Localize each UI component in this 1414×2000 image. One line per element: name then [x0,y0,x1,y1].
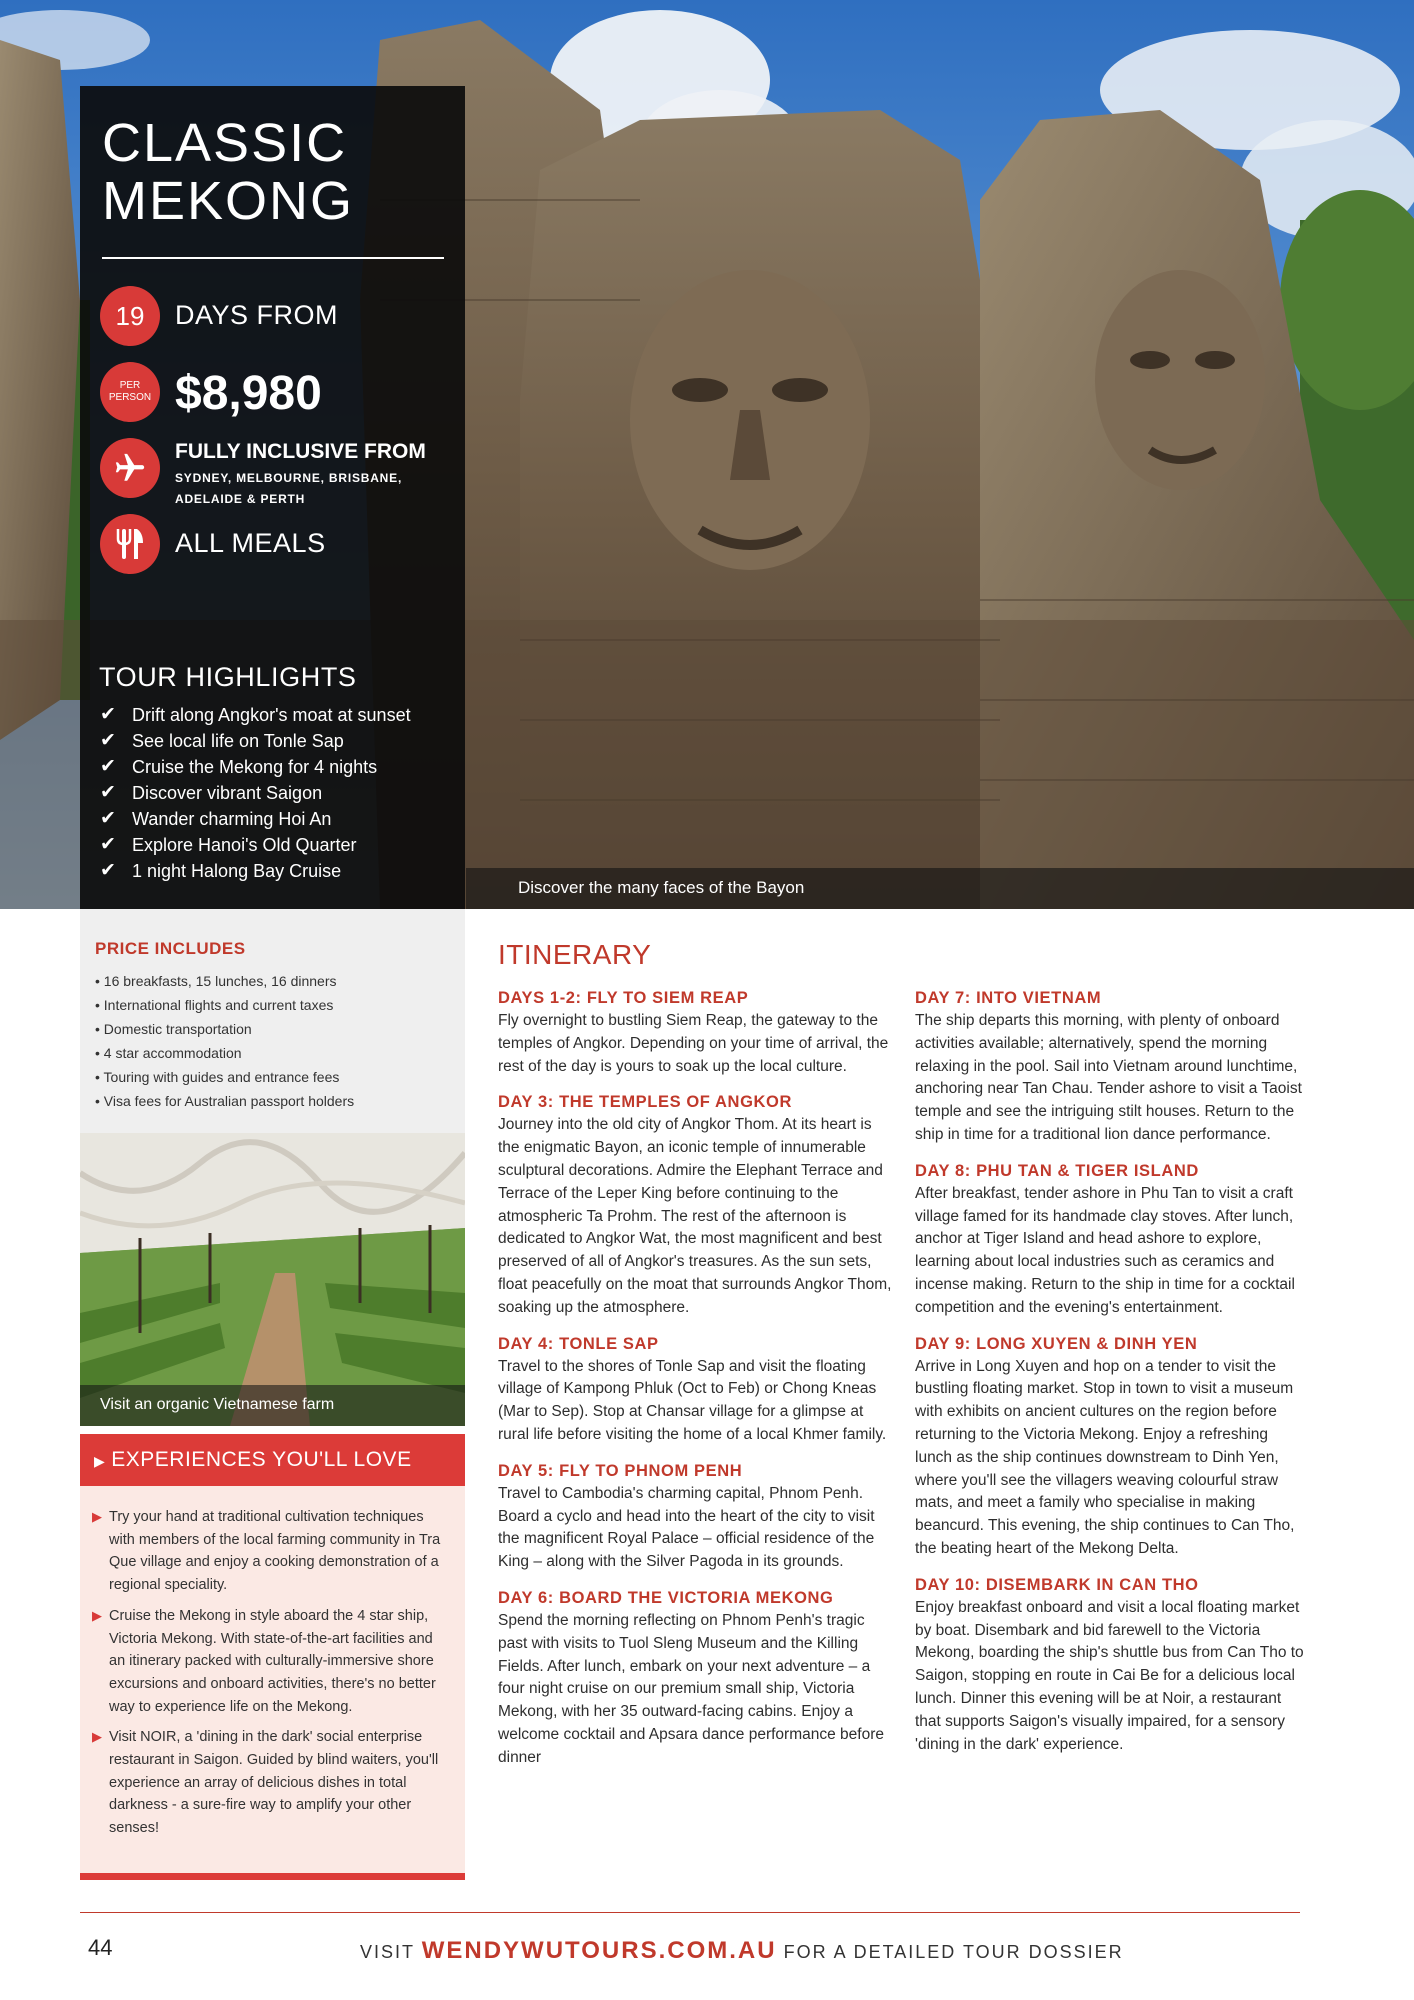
itinerary-day [498,1332,892,1447]
tour-title-line2: MEKONG [102,171,355,231]
checkmark-icon: ✔ [100,730,116,751]
day-body: Enjoy breakfast onboard and visit a local floating market by boat. Disembark and bid farewell to the Victoria Mekong, boarding the ship's shuttle bus from Can Tho to Saigon, stopping en route in Cai Be for a delicious local lunch. Dinner this evening will be at Noir, a restaurant that supports Saigon's visually impaired, for a sensory 'dining in the dark' experience. [915,1598,1304,1753]
cutlery-icon [100,514,160,574]
checkmark-icon: ✔ [100,808,116,829]
triangle-arrow-icon: ▶ [94,1453,106,1469]
experience-item: ▶ Cruise the Mekong in style aboard the 4 star ship, Victoria Mekong. With state-of-the-art facilities and an itinerary packed with culturally-immersive shore excursions and onboard activities, there's no better way to experience life on the Mekong. [92,1605,447,1719]
day-title: DAY 7: INTO VIETNAM [915,989,1102,1007]
experiences-bottom-bar [80,1873,465,1880]
itinerary-column-left [498,986,892,1782]
price-stat [100,362,450,424]
days-label: DAYS FROM [175,300,339,330]
meals-label: ALL MEALS [175,528,326,558]
highlight-item: ✔ Cruise the Mekong for 4 nights [100,754,411,780]
price-includes-list [95,969,465,1113]
highlights-list [100,702,411,884]
highlight-item: ✔ Drift along Angkor's moat at sunset [100,702,411,728]
experiences-header [80,1434,465,1486]
experiences-box [80,1486,465,1873]
tour-price: $8,980 [175,367,322,420]
highlights-title: TOUR HIGHLIGHTS [99,662,357,692]
itinerary-day [915,1332,1309,1561]
price-includes-box [80,909,465,1133]
tour-title [102,114,442,230]
itinerary-column-right [915,986,1309,1768]
highlight-item: ✔ Wander charming Hoi An [100,806,411,832]
itinerary-day [498,986,892,1078]
checkmark-icon: ✔ [100,756,116,777]
per-person-badge [100,362,160,422]
experience-item: ▶ Visit NOIR, a 'dining in the dark' social enterprise restaurant in Saigon. Guided by blind waiters, you'll experience an array of delicious dishes in total darkness - a sure-fire way to amplify your other senses! [92,1726,447,1840]
checkmark-icon: ✔ [100,834,116,855]
day-title: DAY 3: THE TEMPLES OF ANGKOR [498,1093,792,1112]
meals-stat [100,514,450,576]
day-body: Journey into the old city of Angkor Thom. At its heart is the enigmatic Bayon, an iconic temple of innumerable sculptural decorations. Admire the Elephant Terrace and Terrace of the Leper King before continuing to the atmospheric Ta Prohm. The rest of the afternoon is dedicated to Angkor Wat, the most magnificent and best preserved of all of Angkor's treasures. As the sun sets, float peacefully on the moat that surrounds Angkor Thom, soaking up the atmosphere. [498,1116,892,1316]
footer-divider [80,1912,1300,1913]
checkmark-icon: ✔ [100,704,116,725]
checkmark-icon: ✔ [100,782,116,803]
farm-caption: Visit an organic Vietnamese farm [80,1385,465,1426]
highlight-item: ✔ 1 night Halong Bay Cruise [100,858,411,884]
itinerary-day [915,986,1309,1147]
experience-item: ▶ Try your hand at traditional cultivation techniques with members of the local farming community in Tra Que village and enjoy a cooking demonstration of a regional speciality. [92,1506,447,1597]
itinerary-title: ITINERARY [498,939,652,970]
footer-visit: VISIT [360,1942,415,1962]
farm-illustration [80,1133,465,1426]
flights-label: FULLY INCLUSIVE FROM [175,440,426,463]
day-body: Travel to the shores of Tonle Sap and visit the floating village of Kampong Phluk (Oct to Feb) or Chong Kneas (Mar to Sep). Stop at Chansar village for a glimpse at rural life before visiting the home of a local Khmer family. [498,1357,887,1443]
plane-icon [100,438,160,498]
checkmark-icon: ✔ [100,860,116,881]
highlight-item: ✔ Discover vibrant Saigon [100,780,411,806]
day-title: DAY 6: BOARD THE VICTORIA MEKONG [498,1588,834,1607]
farm-photo [80,1133,465,1426]
experiences-title: EXPERIENCES YOU'LL LOVE [111,1448,412,1471]
departure-cities: SYDNEY, MELBOURNE, BRISBANE, ADELAIDE & PERTH [175,471,403,506]
website-link[interactable]: WENDYWUTOURS.COM.AU [421,1937,777,1964]
day-body: After breakfast, tender ashore in Phu Tan to visit a craft village famed for its handmade clay stoves. After lunch, anchor at Tiger Island and head ashore to explore, learning about local industries such as ceramics and incense making. Return to the ship in time for a cocktail competition and the evening's entertainment. [915,1184,1295,1316]
day-title: DAYS 1-2: FLY TO SIEM REAP [498,989,749,1007]
day-title: DAY 8: PHU TAN & TIGER ISLAND [915,1161,1199,1180]
day-body: The ship departs this morning, with plenty of onboard activities available; alternatively, spend the morning relaxing in the pool. Sail into Vietnam around lunchtime, anchoring near Tan Chau. Tender ashore to visit a Taoist temple and see the intriguing stilt houses. Return to the ship in time for a traditional lion dance performance. [915,1012,1302,1143]
day-body: Arrive in Long Xuyen and hop on a tender to visit the bustling floating market. Stop in town to visit a museum with exhibits on ancient cultures on the region before returning to the Victoria Mekong. Enjoy a refreshing lunch as the ship continues downstream to Dinh Yen, where you'll see the villagers weaving colourful straw mats, and meet a family who specialise in making beancurd. This evening, the ship continues to Can Tho, the beating heart of the Mekong Delta. [915,1357,1295,1557]
page-number: 44 [88,1935,113,1960]
tour-info-panel [80,86,465,909]
day-title: DAY 5: FLY TO PHNOM PENH [498,1461,743,1480]
list-item: • 16 breakfasts, 15 lunches, 16 dinners [95,973,337,989]
itinerary-day [498,1090,892,1319]
triangle-arrow-icon: ▶ [92,1607,102,1623]
day-title: DAY 10: DISEMBARK IN CAN THO [915,1575,1199,1594]
itinerary-day [915,1573,1309,1757]
day-title: DAY 4: TONLE SAP [498,1334,659,1353]
itinerary-day [498,1586,892,1770]
footer-suffix: FOR A DETAILED TOUR DOSSIER [783,1942,1124,1962]
day-body: Spend the morning reflecting on Phnom Penh's tragic past with visits to Tuol Sleng Museum and the Killing Fields. After lunch, embark on your next adventure – a four night cruise on our premium small ship, Victoria Mekong, with her 35 outward-facing cabins. Enjoy a welcome cocktail and Apsara dance performance before dinner [498,1611,884,1766]
day-title: DAY 9: LONG XUYEN & DINH YEN [915,1334,1198,1353]
highlight-item: ✔ See local life on Tonle Sap [100,728,411,754]
tour-title-line1: CLASSIC [102,113,348,173]
footer-cta [360,1937,1124,1965]
highlight-item: ✔ Explore Hanoi's Old Quarter [100,832,411,858]
list-item: • 4 star accommodation [95,1045,242,1061]
list-item: • Touring with guides and entrance fees [95,1069,340,1085]
triangle-arrow-icon: ▶ [92,1729,102,1745]
list-item: • International flights and current taxes [95,997,334,1013]
per-person-line2: PERSON [108,392,152,403]
flights-stat [100,438,450,506]
triangle-arrow-icon: ▶ [92,1509,102,1524]
day-body: Travel to Cambodia's charming capital, Phnom Penh. Board a cyclo and head into the heart of the city to visit the magnificent Royal Palace – official residence of the King – along with the Silver Pagoda in its grounds. [498,1484,875,1571]
duration-stat [100,286,450,348]
title-divider [102,257,444,259]
price-includes-title: PRICE INCLUDES [95,939,246,958]
day-body: Fly overnight to bustling Siem Reap, the gateway to the temples of Angkor. Depending on your time of arrival, the rest of the day is yours to soak up the local culture. [498,1012,889,1075]
itinerary-day [915,1159,1309,1320]
per-person-line1: PER [119,380,141,391]
hero-caption: Discover the many faces of the Bayon [466,868,1414,909]
days-number: 19 [115,300,145,331]
itinerary-day [498,1459,892,1574]
list-item: • Domestic transportation [95,1021,252,1037]
list-item: • Visa fees for Australian passport holders [95,1093,355,1109]
days-badge [100,286,160,346]
